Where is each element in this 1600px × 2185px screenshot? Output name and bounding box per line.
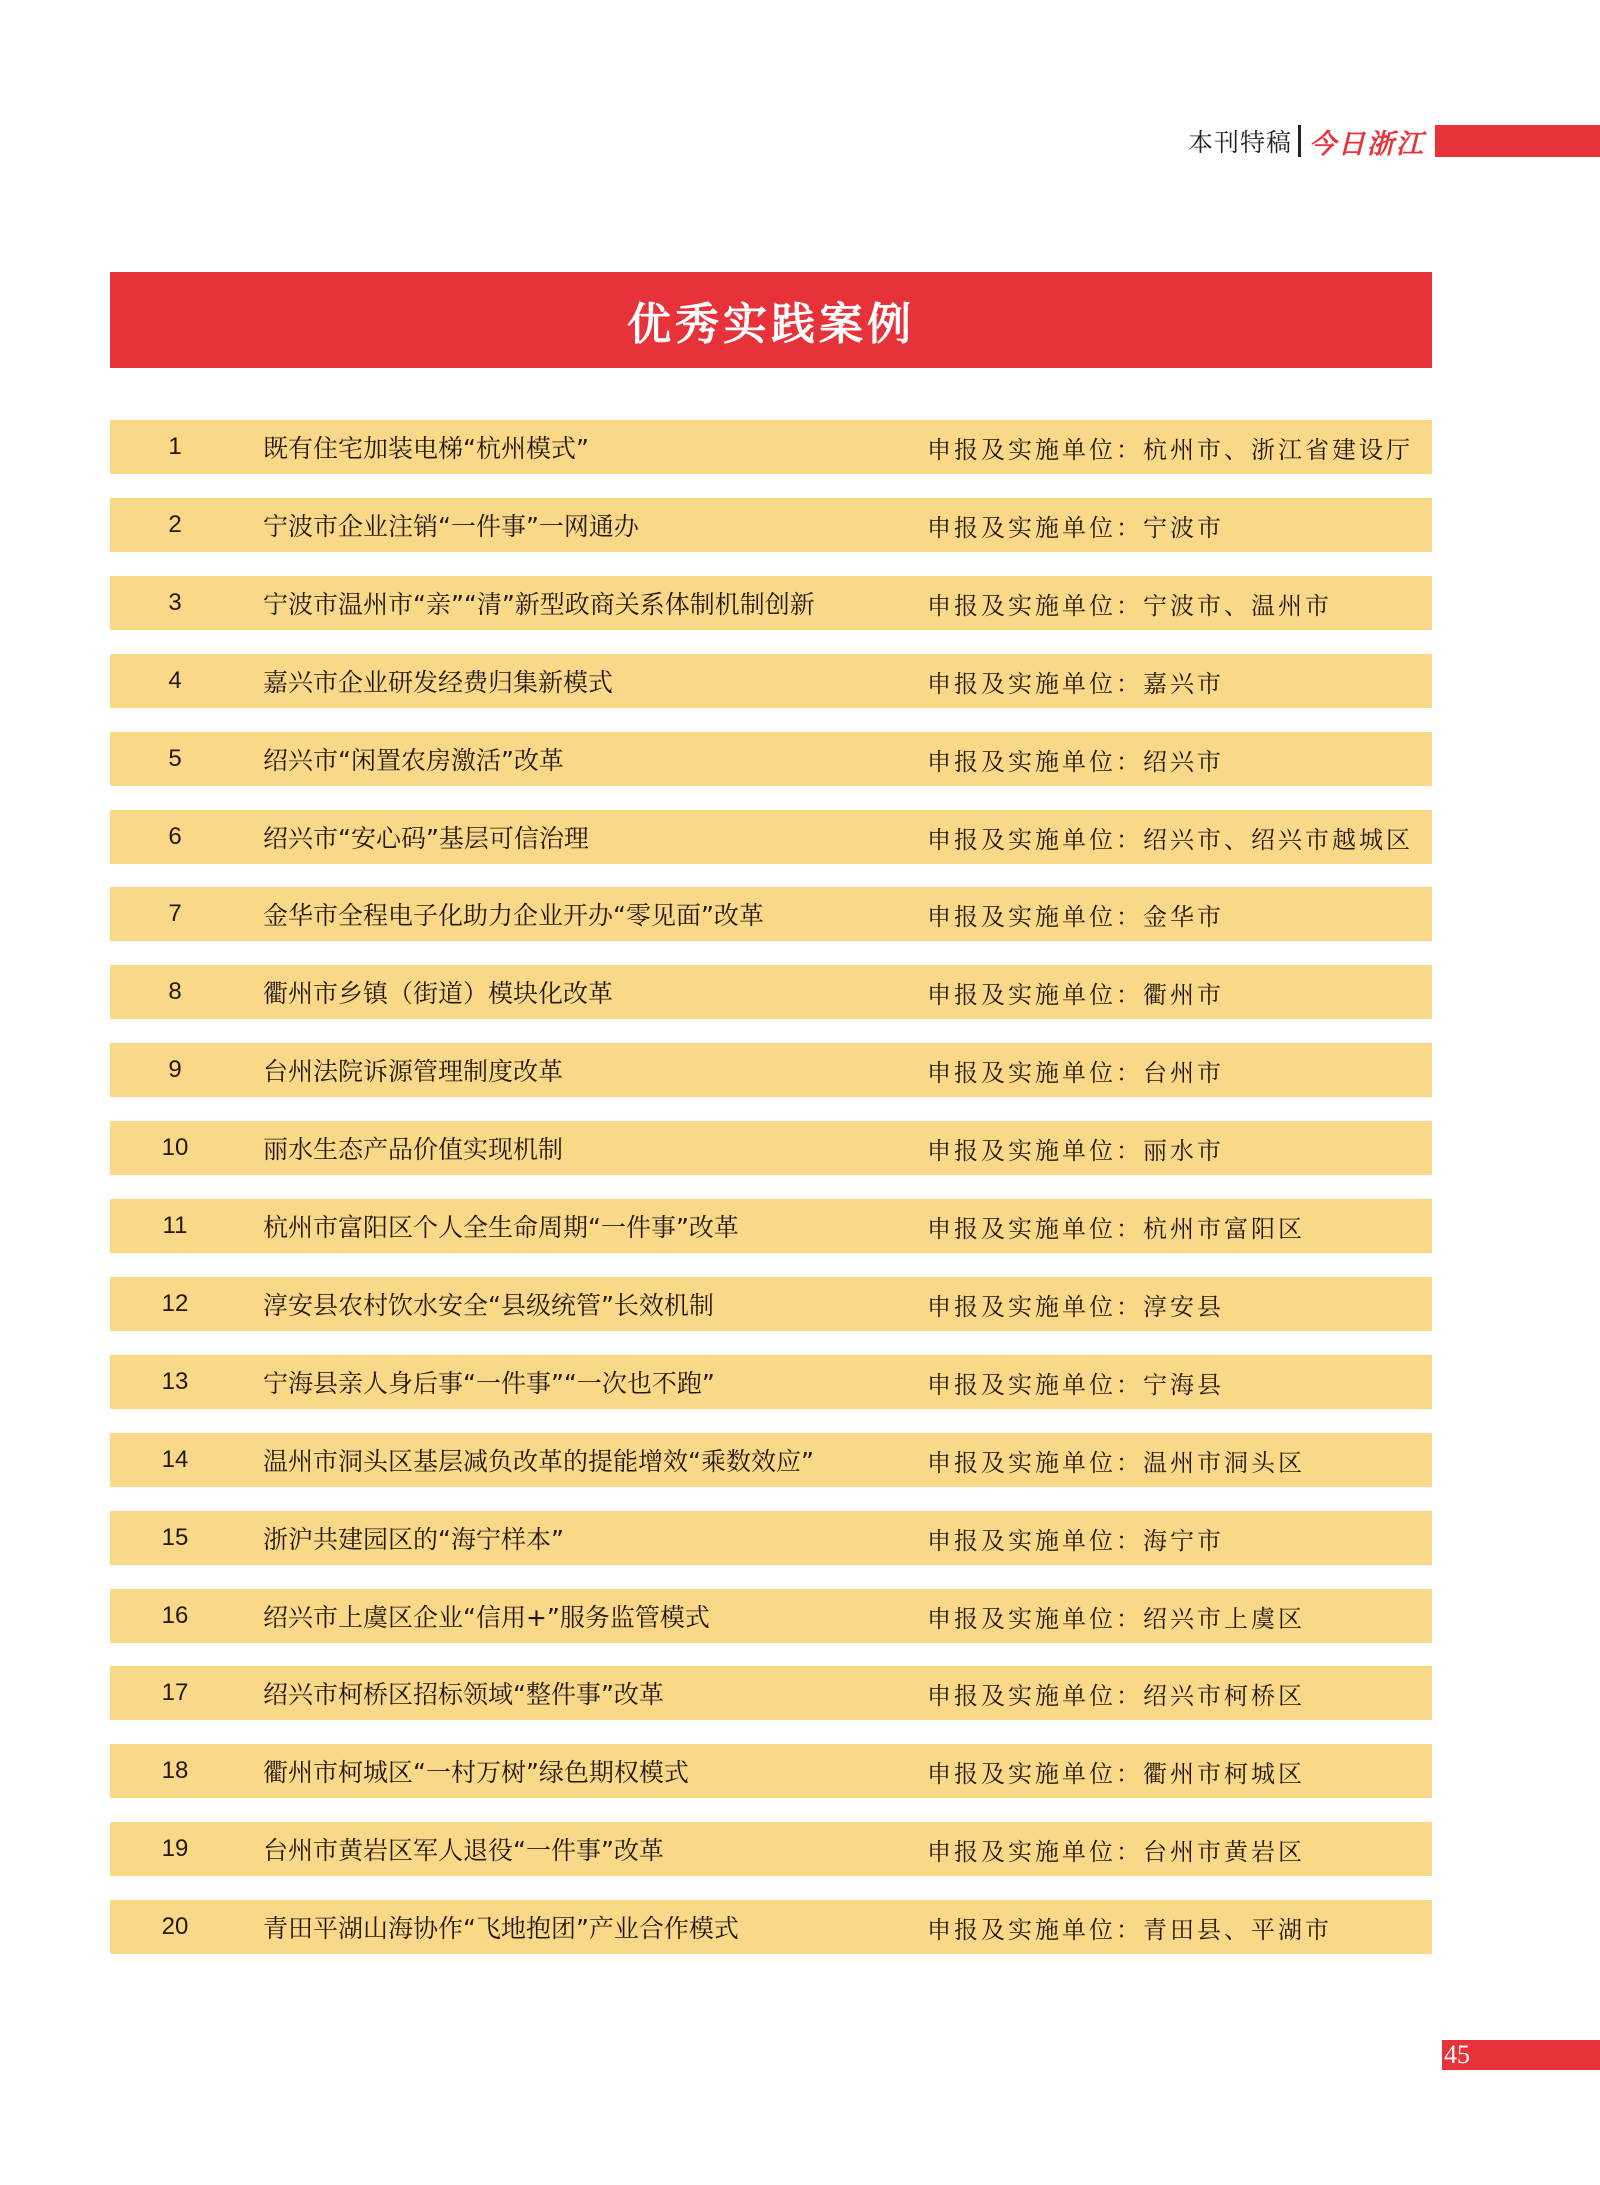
case-unit: 申报及实施单位：金华市 bbox=[927, 902, 1224, 931]
case-title: 绍兴市“安心码”基层可信治理 bbox=[263, 824, 589, 853]
case-unit: 申报及实施单位：绍兴市、绍兴市越城区 bbox=[927, 825, 1413, 854]
case-unit: 申报及实施单位：绍兴市柯桥区 bbox=[927, 1681, 1305, 1710]
case-row bbox=[110, 1511, 1432, 1565]
case-title: 金华市全程电子化助力企业开办“零见面”改革 bbox=[263, 901, 764, 930]
case-title: 台州市黄岩区军人退役“一件事”改革 bbox=[263, 1836, 664, 1865]
case-number: 9 bbox=[168, 1056, 182, 1083]
case-unit: 申报及实施单位：衢州市 bbox=[927, 980, 1224, 1009]
page-number-bar bbox=[1442, 2040, 1600, 2070]
case-title: 宁海县亲人身后事“一件事”“一次也不跑” bbox=[263, 1369, 715, 1398]
case-title: 丽水生态产品价值实现机制 bbox=[263, 1135, 564, 1164]
case-row bbox=[110, 1277, 1432, 1331]
case-unit: 申报及实施单位：青田县、平湖市 bbox=[927, 1915, 1332, 1944]
case-number: 6 bbox=[168, 823, 182, 850]
case-title: 台州法院诉源管理制度改革 bbox=[263, 1057, 564, 1086]
case-number: 10 bbox=[161, 1134, 189, 1161]
case-unit: 申报及实施单位：杭州市、浙江省建设厅 bbox=[927, 435, 1413, 464]
case-unit: 申报及实施单位：宁波市、温州市 bbox=[927, 591, 1332, 620]
page-header bbox=[1188, 124, 1600, 158]
case-unit: 申报及实施单位：台州市黄岩区 bbox=[927, 1837, 1305, 1866]
case-unit: 申报及实施单位：温州市洞头区 bbox=[927, 1448, 1305, 1477]
case-row bbox=[110, 1433, 1432, 1487]
case-title: 宁波市温州市“亲”“清”新型政商关系体制机制创新 bbox=[263, 590, 815, 619]
case-title: 绍兴市柯桥区招标领域“整件事”改革 bbox=[263, 1680, 664, 1709]
case-row bbox=[110, 1121, 1432, 1175]
case-row bbox=[110, 1043, 1432, 1097]
magazine-logo: 今日浙江 bbox=[1309, 128, 1425, 160]
case-title: 既有住宅加装电梯“杭州模式” bbox=[263, 434, 589, 463]
case-title: 嘉兴市企业研发经费归集新模式 bbox=[263, 668, 614, 697]
case-title: 浙沪共建园区的“海宁样本” bbox=[263, 1525, 564, 1554]
case-title: 杭州市富阳区个人全生命周期“一件事”改革 bbox=[263, 1213, 739, 1242]
case-row bbox=[110, 1199, 1432, 1253]
case-number: 19 bbox=[161, 1835, 189, 1862]
case-row bbox=[110, 887, 1432, 941]
case-number: 2 bbox=[168, 511, 182, 538]
case-number: 16 bbox=[161, 1602, 189, 1629]
case-unit: 申报及实施单位：绍兴市 bbox=[927, 747, 1224, 776]
case-unit: 申报及实施单位：衢州市柯城区 bbox=[927, 1759, 1305, 1788]
case-row bbox=[110, 965, 1432, 1019]
case-title: 淳安县农村饮水安全“县级统管”长效机制 bbox=[263, 1291, 714, 1320]
case-number: 13 bbox=[161, 1368, 189, 1395]
case-unit: 申报及实施单位：淳安县 bbox=[927, 1292, 1224, 1321]
case-title: 温州市洞头区基层减负改革的提能增效“乘数效应” bbox=[263, 1447, 814, 1476]
case-number: 8 bbox=[168, 978, 182, 1005]
case-unit: 申报及实施单位：绍兴市上虞区 bbox=[927, 1604, 1305, 1633]
case-unit: 申报及实施单位：台州市 bbox=[927, 1058, 1224, 1087]
case-row bbox=[110, 498, 1432, 552]
case-unit: 申报及实施单位：杭州市富阳区 bbox=[927, 1214, 1305, 1243]
case-title: 绍兴市“闲置农房激活”改革 bbox=[263, 746, 564, 775]
case-row bbox=[110, 1355, 1432, 1409]
case-title: 衢州市乡镇（街道）模块化改革 bbox=[263, 979, 614, 1008]
case-number: 15 bbox=[161, 1524, 189, 1551]
case-number: 3 bbox=[168, 589, 182, 616]
case-row bbox=[110, 732, 1432, 786]
section-banner bbox=[110, 272, 1432, 368]
section-label: 本刊特稿 bbox=[1187, 128, 1292, 157]
case-number: 11 bbox=[162, 1212, 188, 1239]
case-title: 宁波市企业注销“一件事”一网通办 bbox=[263, 512, 639, 541]
case-row bbox=[110, 420, 1432, 474]
case-row bbox=[110, 1744, 1432, 1798]
case-title: 青田平湖山海协作“飞地抱团”产业合作模式 bbox=[263, 1914, 739, 1943]
case-unit: 申报及实施单位：丽水市 bbox=[927, 1136, 1224, 1165]
case-number: 17 bbox=[161, 1679, 189, 1706]
header-accent-bar bbox=[1435, 125, 1600, 157]
case-row bbox=[110, 576, 1432, 630]
case-title: 衢州市柯城区“一村万树”绿色期权模式 bbox=[263, 1758, 689, 1787]
case-number: 18 bbox=[161, 1757, 189, 1784]
banner-title: 优秀实践案例 bbox=[627, 299, 915, 350]
case-unit: 申报及实施单位：宁波市 bbox=[927, 513, 1224, 542]
case-row bbox=[110, 810, 1432, 864]
case-title: 绍兴市上虞区企业“信用+”服务监管模式 bbox=[263, 1603, 710, 1632]
case-number: 14 bbox=[161, 1446, 189, 1473]
case-number: 4 bbox=[168, 667, 182, 694]
case-row bbox=[110, 1900, 1432, 1954]
case-row bbox=[110, 1666, 1432, 1720]
case-number: 1 bbox=[168, 433, 182, 460]
case-number: 12 bbox=[161, 1290, 189, 1317]
case-unit: 申报及实施单位：宁海县 bbox=[927, 1370, 1224, 1399]
case-row bbox=[110, 654, 1432, 708]
header-divider bbox=[1298, 125, 1301, 157]
case-number: 7 bbox=[168, 900, 182, 927]
case-unit: 申报及实施单位：海宁市 bbox=[927, 1526, 1224, 1555]
case-number: 5 bbox=[168, 745, 182, 772]
case-row bbox=[110, 1822, 1432, 1876]
case-row bbox=[110, 1589, 1432, 1643]
page-number: 45 bbox=[1444, 2040, 1470, 2069]
case-number: 20 bbox=[161, 1913, 189, 1940]
case-unit: 申报及实施单位：嘉兴市 bbox=[927, 669, 1224, 698]
